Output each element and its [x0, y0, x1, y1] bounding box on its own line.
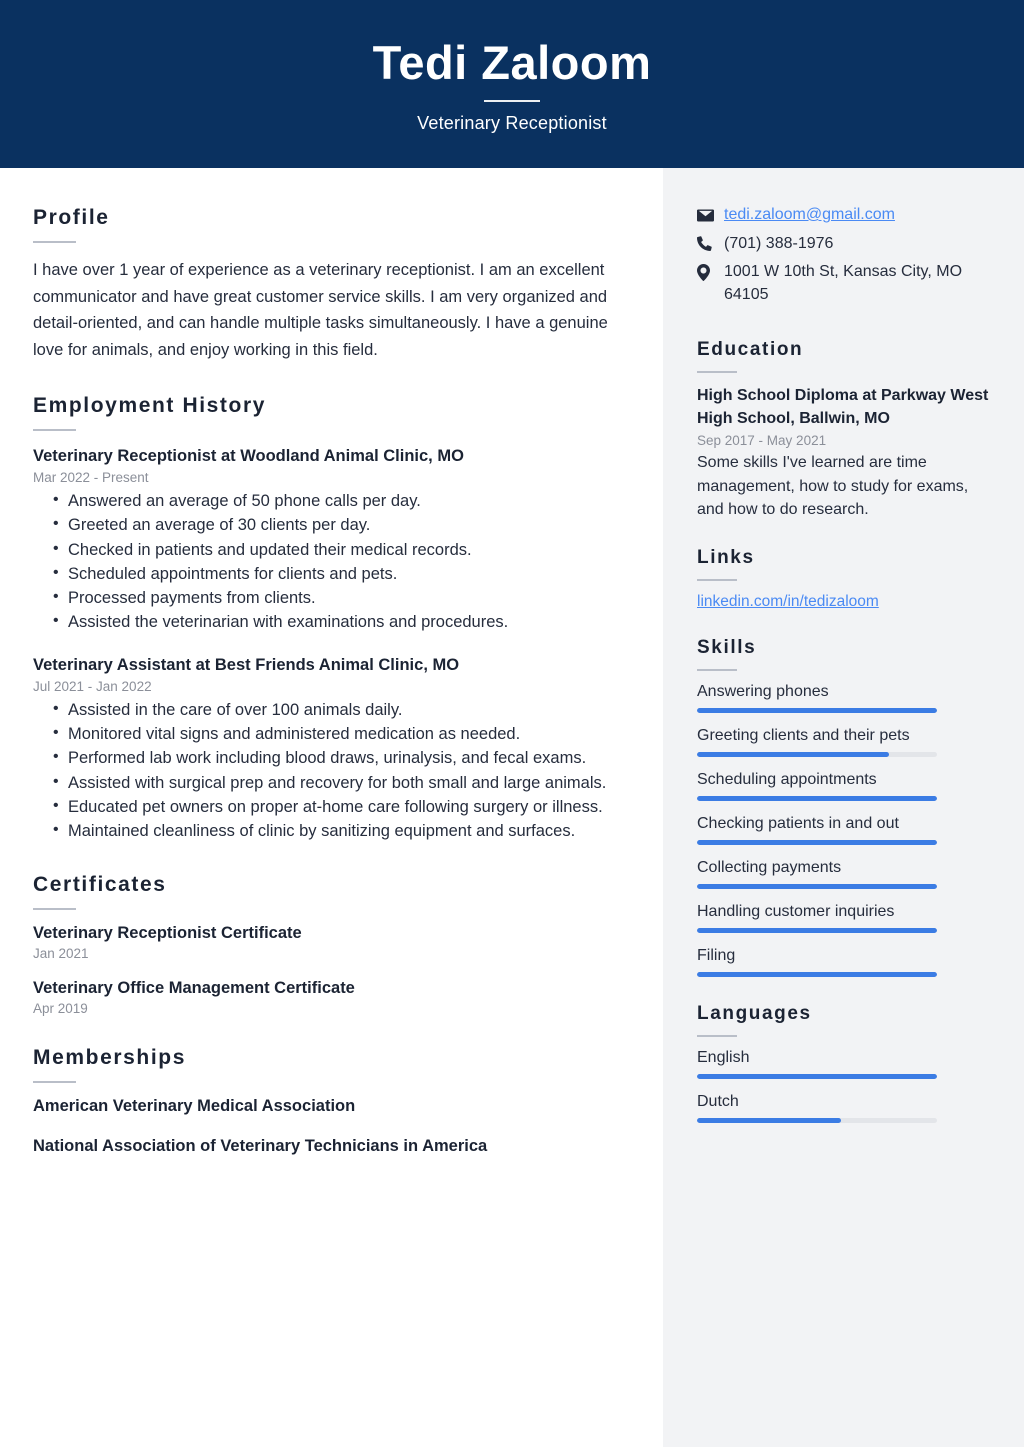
skill-bar-fill [697, 796, 937, 801]
contact-row-email[interactable] [697, 204, 990, 227]
membership-item: National Association of Veterinary Technicians in America [33, 1137, 488, 1156]
job-bullet-list [33, 698, 625, 844]
job-bullet: • Performed lab work including blood draws, urinalysis, and fecal exams. [33, 746, 625, 770]
job-dates: Jul 2021 - Jan 2022 [33, 678, 152, 694]
skill-row [697, 859, 990, 889]
job-bullet-list [33, 489, 625, 635]
resume-header [0, 0, 1024, 168]
skill-bar-fill [697, 752, 889, 757]
language-bar-track [697, 1074, 937, 1079]
language-bar-track [697, 1118, 937, 1123]
section-heading-links: Links [697, 547, 755, 569]
section-links [697, 547, 990, 611]
section-rule [33, 1081, 76, 1083]
language-label: English [697, 1049, 750, 1067]
skill-bar-fill [697, 708, 937, 713]
skill-bar-track [697, 928, 937, 933]
section-rule [697, 371, 737, 373]
skill-label: Answering phones [697, 683, 829, 701]
skill-label: Filing [697, 947, 736, 965]
section-heading-employment: Employment History [33, 393, 267, 417]
link-linkedin[interactable]: linkedin.com/in/tedizaloom [697, 593, 879, 611]
employment-entry [33, 654, 625, 844]
job-dates: Mar 2022 - Present [33, 470, 149, 486]
phone-value: (701) 388-1976 [724, 234, 834, 252]
certificate-name: Veterinary Office Management Certificate [33, 979, 355, 998]
section-rule [33, 908, 76, 910]
section-rule [697, 669, 737, 671]
sidebar-column [663, 168, 1024, 1447]
certificate-date: Apr 2019 [33, 1001, 88, 1017]
education-dates: Sep 2017 - May 2021 [697, 433, 827, 449]
skill-row [697, 727, 990, 757]
job-title: Veterinary Receptionist at Woodland Animal Clinic, MO [33, 446, 464, 465]
page-title: Tedi Zaloom [372, 35, 652, 89]
skill-bar-fill [697, 972, 937, 977]
job-bullet: • Greeted an average of 30 clients per day. [33, 513, 625, 537]
resume-body [0, 168, 1024, 1447]
job-title: Veterinary Assistant at Best Friends Animal Clinic, MO [33, 655, 460, 674]
section-rule [33, 429, 76, 431]
section-education [697, 339, 990, 522]
header-divider [484, 100, 540, 102]
language-bar-fill [697, 1118, 841, 1123]
section-rule [697, 1035, 737, 1037]
profile-text: I have over 1 year of experience as a veterinary receptionist. I am an excellent communicator and have great customer service skills. I am very organized and detail-oriented, and can handle multiple tasks simultaneously. I have a genuine love for animals, and enjoy working in this field. [33, 261, 608, 360]
skill-label: Handling customer inquiries [697, 903, 895, 921]
skill-bar-track [697, 840, 937, 845]
section-heading-memberships: Memberships [33, 1046, 186, 1070]
skill-row [697, 683, 990, 713]
phone-icon [697, 233, 717, 255]
education-degree: High School Diploma at Parkway West High School, Ballwin, MO [697, 386, 989, 427]
main-column [0, 168, 663, 1447]
contact-row-address[interactable] [697, 261, 990, 306]
section-heading-education: Education [697, 338, 804, 360]
language-row [697, 1093, 990, 1123]
section-languages [697, 1003, 990, 1123]
education-description: Some skills I've learned are time management, how to study for exams, and how to do research. [697, 454, 969, 519]
skill-label: Scheduling appointments [697, 771, 877, 789]
job-bullet: • Scheduled appointments for clients and pets. [33, 562, 625, 586]
skill-row [697, 771, 990, 801]
skill-bar-track [697, 972, 937, 977]
section-certificates [33, 873, 625, 1016]
certificate-entry [33, 924, 625, 961]
certificate-date: Jan 2021 [33, 946, 89, 962]
section-heading-languages: Languages [697, 1003, 812, 1025]
job-bullet: • Monitored vital signs and administered medication as needed. [33, 722, 625, 746]
section-rule [697, 579, 737, 581]
skill-label: Checking patients in and out [697, 815, 899, 833]
job-bullet: • Assisted with surgical prep and recovery for both small and large animals. [33, 771, 625, 795]
job-bullet: • Processed payments from clients. [33, 586, 625, 610]
skill-bar-track [697, 752, 937, 757]
job-bullet: • Assisted in the care of over 100 animals daily. [33, 698, 625, 722]
skill-row [697, 815, 990, 845]
certificate-entry [33, 979, 625, 1016]
job-bullet: • Maintained cleanliness of clinic by sanitizing equipment and surfaces. [33, 819, 625, 843]
contact-details [697, 204, 990, 307]
section-profile [33, 206, 625, 364]
skill-row [697, 903, 990, 933]
employment-entry [33, 445, 625, 635]
section-heading-profile: Profile [33, 206, 110, 229]
job-bullet: • Answered an average of 50 phone calls per day. [33, 489, 625, 513]
language-bar-fill [697, 1074, 937, 1079]
job-bullet: • Checked in patients and updated their medical records. [33, 538, 625, 562]
skill-row [697, 947, 990, 977]
section-rule [33, 241, 76, 243]
header-subtitle: Veterinary Receptionist [417, 113, 607, 134]
email-value[interactable]: tedi.zaloom@gmail.com [724, 206, 895, 223]
section-memberships [33, 1046, 625, 1156]
job-bullet: • Assisted the veterinarian with examinations and procedures. [33, 610, 625, 634]
section-employment-history [33, 394, 625, 844]
skill-bar-fill [697, 884, 937, 889]
membership-item: American Veterinary Medical Association [33, 1097, 356, 1116]
section-heading-skills: Skills [697, 637, 757, 659]
language-label: Dutch [697, 1093, 739, 1111]
section-skills [697, 637, 990, 977]
skill-label: Greeting clients and their pets [697, 727, 910, 745]
location-pin-icon [697, 261, 717, 283]
language-row [697, 1049, 990, 1079]
skill-bar-fill [697, 840, 937, 845]
skill-bar-track [697, 708, 937, 713]
contact-row-phone[interactable] [697, 233, 990, 256]
job-bullet: • Educated pet owners on proper at-home care following surgery or illness. [33, 795, 625, 819]
skill-bar-track [697, 884, 937, 889]
section-heading-certificates: Certificates [33, 873, 167, 897]
skill-bar-fill [697, 928, 937, 933]
skill-bar-track [697, 796, 937, 801]
address-value: 1001 W 10th St, Kansas City, MO 64105 [724, 263, 963, 304]
envelope-icon [697, 204, 717, 226]
certificate-name: Veterinary Receptionist Certificate [33, 924, 302, 943]
skill-label: Collecting payments [697, 859, 842, 877]
